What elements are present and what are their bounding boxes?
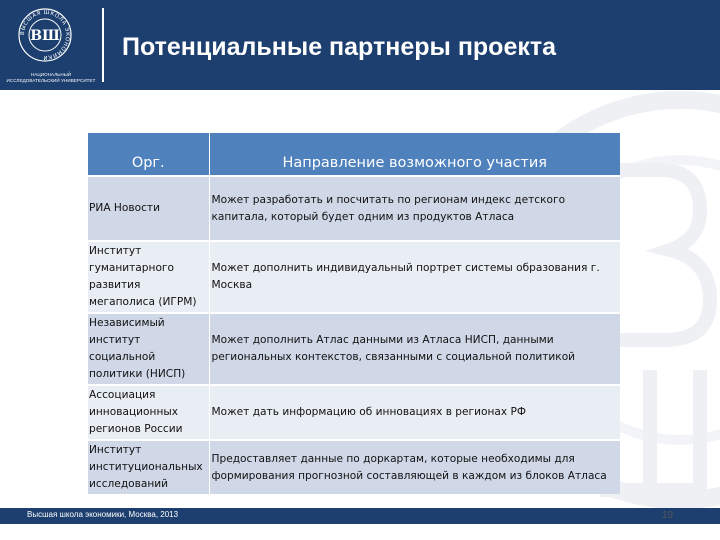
table-row [88,440,620,494]
header-bar [0,0,720,90]
hse-logo [0,0,100,90]
footer-bar [0,508,720,524]
hse-logo-emblem-icon [18,8,72,62]
direction-cell: Может дополнить Атлас данными из Атласа НИСП, данными региональных контекстов, связанными с социальной политикой [209,313,620,385]
org-cell: Независимый институт социальной политики (НИСП) [88,313,209,385]
table-row [88,241,620,313]
column-header-direction: Направление возможного участия [209,133,620,176]
direction-cell: Может дополнить индивидуальный портрет системы образования г. Москва [209,241,620,313]
header-divider [102,8,104,82]
direction-cell: Может разработать и посчитать по регионам индекс детского капитала, который будет одним из продуктов Атласа [209,176,620,241]
logo-caption: НАЦИОНАЛЬНЫЙ ИССЛЕДОВАТЕЛЬСКИЙ УНИВЕРСИТЕТ [6,72,96,83]
page-number: 19 [662,510,674,521]
table-row [88,176,620,241]
column-header-org: Орг. [88,133,209,176]
direction-cell: Предоставляет данные по доркартам, которые необходимы для формирования прогнозной составляющей в каждом из блоков Атласа [209,440,620,494]
org-cell: Институт институциональных исследований [88,440,209,494]
logo-letters: ВШ [30,28,60,44]
table-row [88,313,620,385]
logo-ring-text: ВЫСШАЯ ШКОЛА ЭКОНОМИКИ [19,9,71,61]
partners-table [88,133,620,494]
org-cell: РИА Новости [88,176,209,241]
org-cell: Институт гуманитарного развития мегаполиса (ИГРМ) [88,241,209,313]
org-cell: Ассоциация инновационных регионов России [88,385,209,440]
table-header-row [88,133,620,176]
direction-cell: Может дать информацию об инновациях в регионах РФ [209,385,620,440]
page-title: Потенциальные партнеры проекта [122,33,557,61]
table-row [88,385,620,440]
footer-text: Высшая школа экономики, Москва, 2013 [27,510,179,519]
